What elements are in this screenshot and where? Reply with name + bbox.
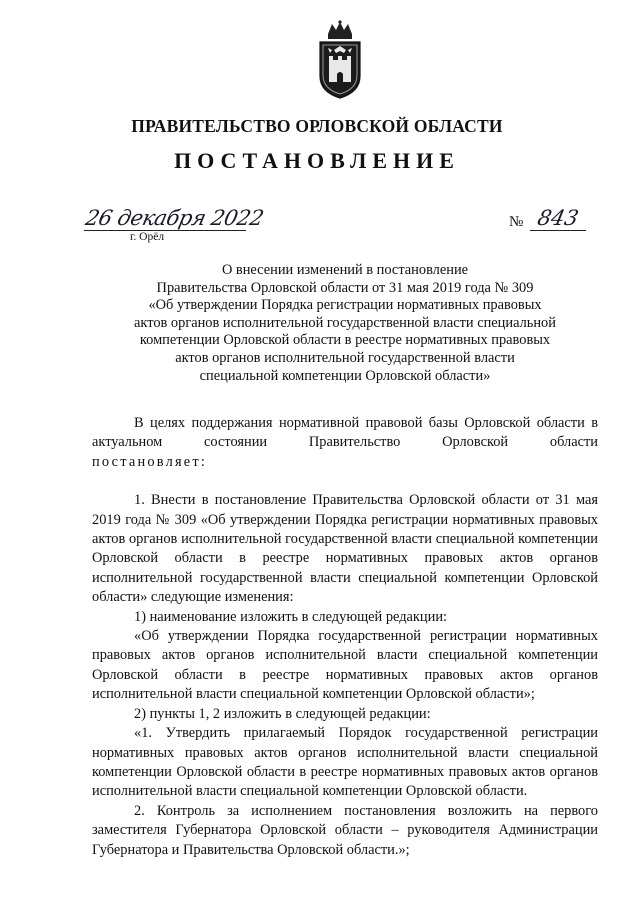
subject-line: актов органов исполнительной государственной власти [175, 349, 515, 366]
body-paragraph: 1) наименование изложить в следующей редакции: [134, 608, 448, 625]
subject-line: «Об утверждении Порядка регистрации нормативных правовых [148, 297, 542, 314]
document-subject [90, 262, 600, 385]
coat-of-arms-icon [314, 20, 366, 100]
number-sign: № [509, 214, 524, 230]
handwritten-number: 843 [535, 206, 581, 230]
body-paragraph: 2. Контроль за исполнением постановления возложить на первого заместителя Губернатора Орловской области – руководителя Администрации Губернатора и Правительства Орловской области.»; [92, 802, 598, 858]
subject-line: актов органов исполнительной государственной власти специальной [134, 314, 556, 331]
number-underline [530, 230, 586, 231]
body-paragraph: «Об утверждении Порядка государственной регистрации нормативных правовых актов органов исполнительной власти специальной компетенции Орловской области в реестре нормативных правовых актов органов исполнительной власти специальной компетенции Орловской области»; [92, 628, 598, 703]
government-title: ПРАВИТЕЛЬСТВО ОРЛОВСКОЙ ОБЛАСТИ [131, 116, 503, 136]
body-paragraph: 2) пункты 1, 2 изложить в следующей редакции: [134, 705, 431, 722]
preamble-decision: постановляет: [92, 453, 208, 470]
document-body [92, 414, 598, 860]
body-paragraph: 1. Внести в постановление Правительства Орловской области от 31 мая 2019 года № 309 «Об утверждении Порядка регистрации нормативных правовых актов органов исполнительной государственной власти специальной компетенции Орловской области в реестре нормативных правовых актов органов исполнительной государственной власти специальной компетенции Орловской области» следующие изменения: [92, 492, 598, 606]
date-underline [84, 230, 246, 231]
body-paragraph: «1. Утвердить прилагаемый Порядок государственной регистрации нормативных правовых актов органов исполнительной власти специальной компетенции Орловской области в реестре нормативных правовых актов органов исполнительной власти специальной компетенции Орловской области. [92, 725, 598, 800]
preamble-text: В целях поддержания нормативной правовой базы Орловской области в актуальном состоянии Правительство Орловской области [92, 415, 598, 451]
city-label: г. Орёл [130, 231, 165, 243]
subject-line: О внесении изменений в постановление [221, 262, 469, 278]
handwritten-date: 26 декабря 2022 [83, 206, 266, 230]
subject-line: компетенции Орловской области в реестре нормативных правовых [139, 332, 551, 349]
document-type: ПОСТАНОВЛЕНИЕ [174, 148, 460, 173]
subject-line: специальной компетенции Орловской области» [199, 367, 491, 384]
subject-line: Правительства Орловской области от 31 мая 2019 года № 309 [156, 279, 534, 296]
